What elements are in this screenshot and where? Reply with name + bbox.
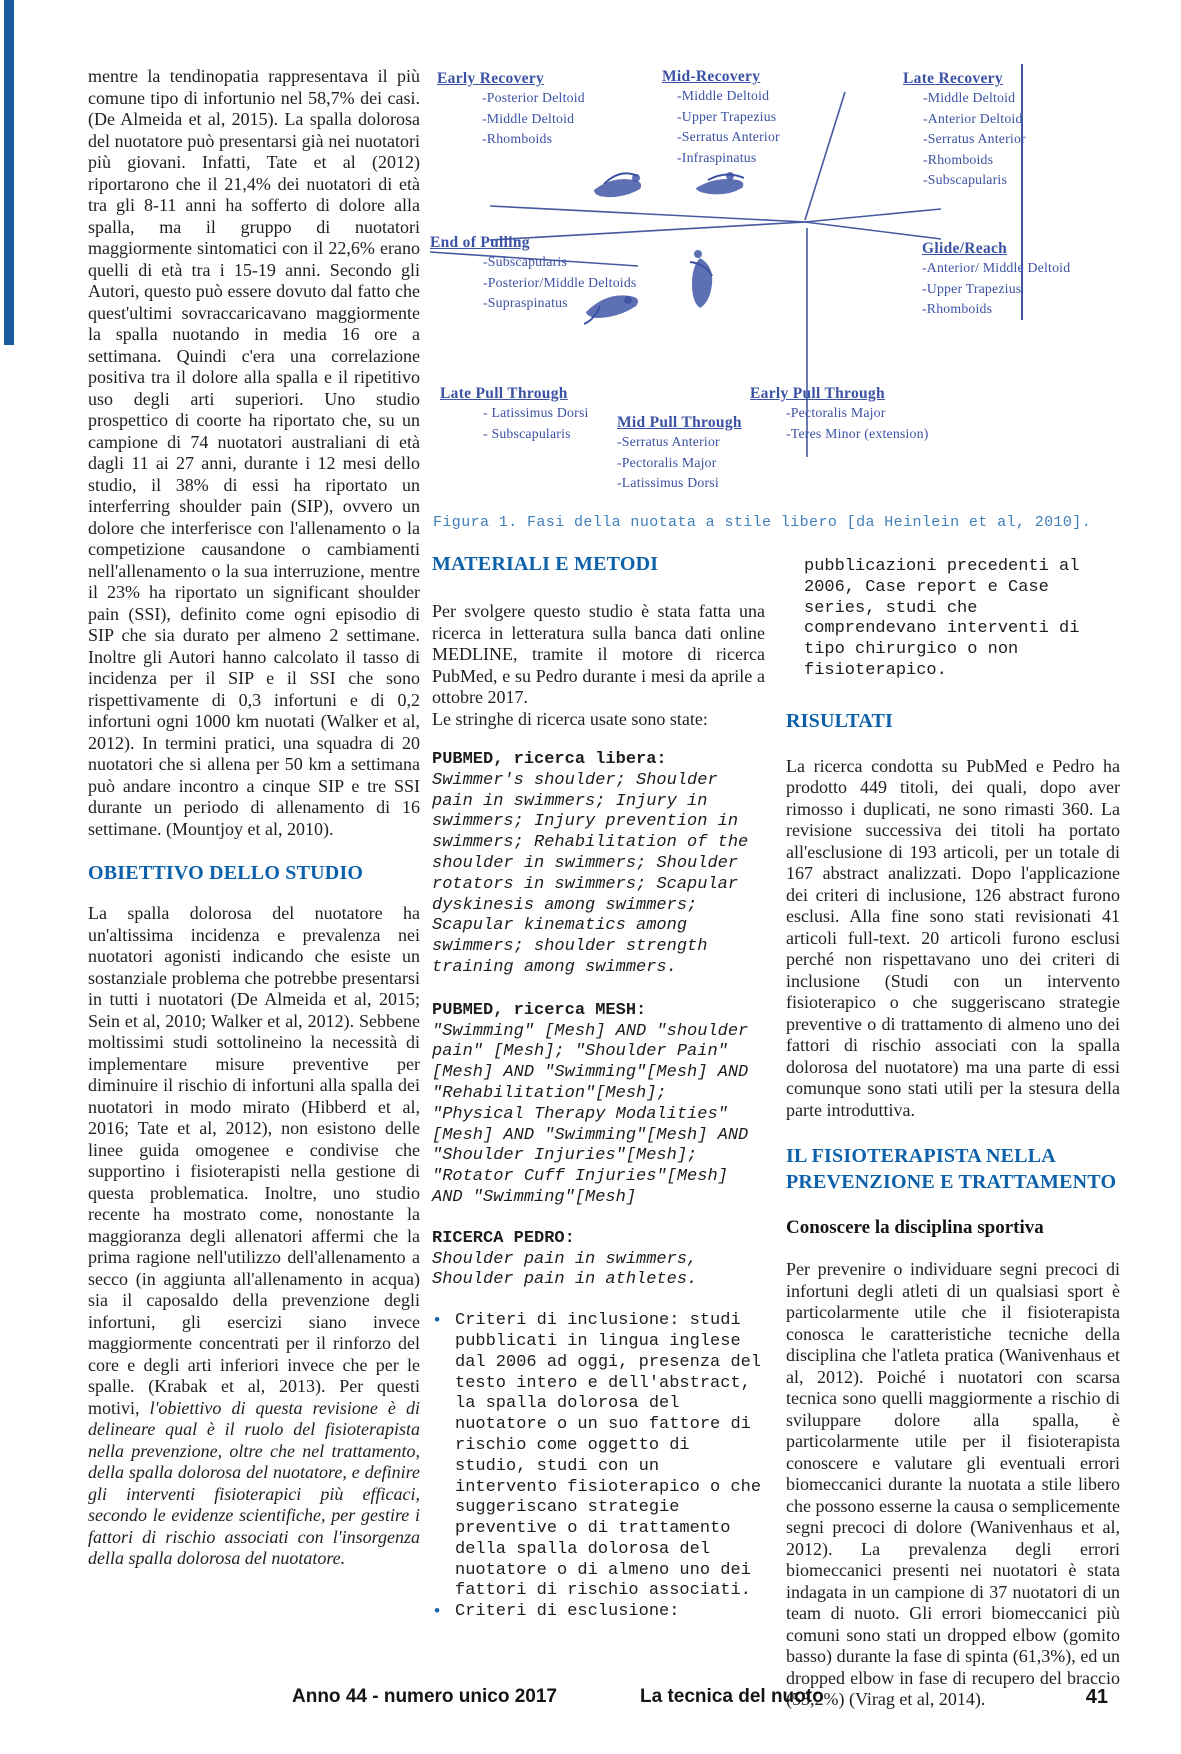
obiettivo-text-normal: La spalla dolorosa del nuotatore ha un'altissima incidenza e prevalenza nei nuotatori agonisti indicando che esiste un sostanziale problema che potrebbe presentarsi in tutti i nuotatori (De Almeida et al, 2015; Sein et al, 2010; Walker et al, 2012). Sebbene moltissimi studi sottolineino la necessità di implementare misure preventive per diminuire il rischio di infortuni alla spalla dei nuotatori in modo mirato (Hibberd et al, 2016; Tate et al, 2012), non esistono delle linee guida omogenee e condivise che supportino i fisioterapisti nella gestione di questa problematica. Inoltre, uno studio recente ha mostrato come, nonostante la maggioranza degli allenatori affermi che la prima ragione nell'utilizzo dell'allenamento a secco (in aggiunta all'allenamento in acqua) sia il caposaldo della prevenzione degli infortuni, gli esercizi siano invece maggiormente concentrati per il rinforzo del core e degli arti inferiori invece che per le spalle. (Krabak et al, 2013). Per questi motivi, [88, 903, 420, 1418]
phase-title: Late Pull Through [440, 385, 568, 402]
pubmed-mesh-search-strings: "Swimming" [Mesh] AND "shoulder pain" [Mesh]; "Shoulder Pain"[Mesh] AND "Swimming"[Mesh] AND "Rehabilitation"[Mesh]; "Physical Therapy Modalities"[Mesh] AND "Swimming"[Mesh] AND "Shoulder Injuries"[Mesh]; "Rotator Cuff Injuries"[Mesh] AND "Swimming"[Mesh] [432, 1021, 749, 1207]
phase-title: Early Pull Through [750, 385, 885, 402]
phase-glide-reach [922, 240, 1070, 320]
risultati-paragraph: La ricerca condotta su PubMed e Pedro ha prodotto 449 titoli, dei quali, dopo aver rimosso i duplicati, ne sono rimasti 360. La revisione successiva dei titoli ha portato all'esclusione di 193 articoli, per un totale di 167 abstract analizzati. Dopo l'applicazione dei criteri di inclusione, 126 abstract furono esclusi. Alla fine sono stati revisionati 41 articoli full-text. 20 articoli furono esclusi perché non rispettavano uno dei criteri di inclusione (Studi con un intervento fisioterapico o che suggeriscano strategie preventive o di trattamento di almeno uno dei fattori di rischio associati con la spalla dolorosa del nuotatore) ma una parte di essi comunque sono stati utili per la stesura della parte introduttiva. [786, 755, 1120, 1120]
bullet-icon: • [432, 1603, 443, 1623]
swimmer-mid-recovery-icon [696, 172, 744, 194]
column-3 [786, 557, 1120, 1711]
exclusion-criteria-continued: pubblicazioni precedenti al 2006, Case report e Case series, studi che comprendevano interventi di tipo chirurgico o non fisioterapico. [804, 557, 1080, 680]
left-margin-bar [4, 0, 14, 345]
phase-late-pull-through [440, 385, 589, 444]
pubmed-free-search-label: PUBMED, ricerca libera: [432, 750, 667, 769]
phase-title: Mid-Recovery [662, 68, 761, 85]
pubmed-free-search-strings: Swimmer's shoulder; Shoulder pain in swimmers; Injury in swimmers; Injury prevention in swimmers; Rehabilitation of the shoulder in swimmers; Shoulder rotators in swimmers; Scapular dyskinesis among swimmers; Scapular kinematics among swimmers; shoulder strength training among swimmers. [432, 770, 749, 977]
phase-muscle-list: -Middle Deltoid -Upper Trapezius -Serratus Anterior -Infraspinatus [677, 88, 780, 165]
exclusion-criteria-item [432, 1602, 765, 1623]
figure-1-stroke-diagram [428, 62, 1071, 514]
swimmer-glide-icon [690, 250, 712, 308]
intro-paragraph: mentre la tendinopatia rappresentava il più comune tipo di infortunio nel 58,7% dei casi. (De Almeida et al, 2015). La spalla dolorosa del nuotatore può presentarsi già nei nuotatori più giovani. Infatti, Tate et al (2012) riportarono che il 21,4% dei nuotatori di età tra gli 8-11 anni ha sofferto di dolore alla spalla, ma il gruppo di nuotatori maggiormente sintomatici con il 22,6% erano quelli di età tra i 15-19 anni. Secondo gli Autori, questo può essere dovuto dal fatto che quest'ultimi sovraccaricavano maggiormente la spalla nuotando in media 16 ore a settimana. Quindi c'era una correlazione positiva tra il dolore alla spalla e il ripetitivo uso degli arti superiori. Uno studio prospettico di coorte ha riportato che, su un campione di 74 nuotatori australiani di età dagli 11 ai 27 anni, durante i 12 mesi dello studio, il 38% di essi ha riportato un interferring shoulder pain (SIP), ovvero un dolore che interferisce con l'allenamento o la competizione causandone o cambiamenti nell'allenamento o la sua interruzione, mentre il 23% ha riportato un significant shoulder pain (SSI), definito come ogni episodio di SIP che sia durato per almeno 2 settimane. Inoltre gli Autori hanno calcolato il tasso di incidenza per il SIP e il SSI che sono rispettivamente di 0,3 infortuni e di 0,2 infortuni ogni 1000 km nuotati (Walker et al, 2012). In termini pratici, una squadra di 20 nuotatori che si allena per 50 km a settimana può andare incontro a cinque SIP e tre SSI durante un periodo di allenamento di 16 settimane. (Mountjoy et al, 2010). [88, 66, 420, 839]
obiettivo-text-italic: l'obiettivo di questa revisione è di delineare qual è il ruolo del fisioterapista nella prevenzione, oltre che nel trattamento, della spalla dolorosa del nuotatore, e definire gli interventi fisioterapici più efficaci, secondo le evidenze scientifiche, per gestire i fattori di rischio associati con l'insorgenza della spalla dolorosa del nuotatore. [88, 1397, 420, 1568]
phase-muscle-list: -Subscapularis -Posterior/Middle Deltoids -Supraspinatus [483, 254, 637, 310]
inclusion-criteria-text: Criteri di inclusione: studi pubblicati in lingua inglese dal 2006 ad oggi, presenza del testo intero e dell'abstract, la spalla dolorosa del nuotatore o un suo fattore di rischio come oggetto di studio, studi con un intervento fisioterapico o che suggeriscano strategie preventive o di trattamento della spalla dolorosa del nuotatore o di almeno uno dei fattori di rischio associati. [455, 1311, 762, 1601]
phase-early-pull-through [750, 385, 929, 444]
heading-obiettivo-dello-studio: OBIETTIVO DELLO STUDIO [88, 862, 364, 884]
inclusion-criteria-item [432, 1311, 765, 1602]
fisioterapista-paragraph: Per prevenire o individuare segni precoci di infortuni degli atleti di un qualsiasi sport è particolarmente utile che il fisioterapista conosca le caratteristiche tecniche della disciplina che l'atleta pratica (Wanivenhaus et al, 2012). Poiché i nuotatori con scarsa tecnica sono quelli maggiormente a rischio di sviluppare dolore alla spalla, è particolarmente utile per il fisioterapista conoscere e valutare gli eventuali errori biomeccanici durante la nuotata a stile libero che possono esserne la causa o semplicemente segni precoci di dolore (Wanivenhaus et al, 2012). La prevalenza degli errori biomeccanici presenti nei nuotatori è stata indagata in un campione di 37 nuotatori di un team di nuoto. Gli errori biomeccanici più comuni sono stati un dropped elbow (gomito basso) durante la fase di spinta (61,3%), ed un dropped elbow in fase di recupero del braccio (53,2%) (Virag et al, 2014). [786, 1259, 1120, 1710]
bullet-icon: • [432, 1312, 443, 1332]
phase-end-of-pulling [430, 234, 637, 314]
phase-mid-recovery [662, 68, 780, 168]
phase-muscle-list: - Latissimus Dorsi - Subscapularis [483, 405, 589, 441]
heading-materiali-e-metodi: MATERIALI E METODI [432, 553, 659, 575]
phase-muscle-list: -Anterior/ Middle Deltoid -Upper Trapezius -Rhomboids [922, 260, 1071, 316]
phase-muscle-list: -Posterior Deltoid -Middle Deltoid -Rhomboids [482, 90, 585, 146]
heading-risultati: RISULTATI [786, 709, 894, 732]
phase-muscle-list: -Middle Deltoid -Anterior Deltoid -Serratus Anterior -Rhomboids -Subscapularis [923, 90, 1026, 187]
pubmed-mesh-search-label: PUBMED, ricerca MESH: [432, 1000, 647, 1020]
phase-late-recovery [903, 70, 1026, 191]
metodi-intro-line2: Le stringhe di ricerca usate sono state: [432, 708, 708, 729]
footer-journal-title: La tecnica del nuoto [640, 1686, 824, 1707]
phase-muscle-list: -Pectoralis Major -Teres Minor (extension) [786, 405, 929, 441]
phase-title: Mid Pull Through [617, 414, 742, 431]
phase-mid-pull-through [617, 414, 742, 494]
phase-title: End of Pulling [430, 234, 530, 251]
phase-title: Early Recovery [437, 70, 545, 87]
phase-muscle-list: -Serratus Anterior -Pectoralis Major -Latissimus Dorsi [617, 434, 720, 490]
column-2 [432, 551, 765, 1623]
heading-fisioterapista-prevenzione: IL FISIOTERAPISTA NELLA PREVENZIONE E TRATTAMENTO [786, 1145, 1117, 1194]
pedro-search-strings: Shoulder pain in swimmers, Shoulder pain in athletes. [432, 1249, 698, 1290]
metodi-intro-paragraph: Per svolgere questo studio è stata fatta una ricerca in letteratura sulla banca dati online MEDLINE, tramite il motore di ricerca PubMed, e su Pedro durante i mesi da aprile a ottobre 2017. [432, 601, 765, 707]
phase-early-recovery [437, 70, 585, 150]
phase-title: Late Recovery [903, 70, 1003, 87]
swimmer-early-recovery-icon [594, 173, 641, 197]
exclusion-criteria-text: Criteri di esclusione: [455, 1602, 680, 1622]
phase-title: Glide/Reach [922, 240, 1008, 257]
subheading-conoscere-disciplina: Conoscere la disciplina sportiva [786, 1217, 1044, 1239]
footer-issue-info: Anno 44 - numero unico 2017 [292, 1686, 557, 1707]
obiettivo-paragraph [88, 903, 420, 1570]
figure-caption: Figura 1. Fasi della nuotata a stile libero [da Heinlein et al, 2010]. [433, 514, 1092, 531]
pedro-search-label: RICERCA PEDRO: [432, 1228, 575, 1248]
footer-page-number: 41 [1085, 1686, 1108, 1708]
column-1 [88, 66, 420, 1570]
